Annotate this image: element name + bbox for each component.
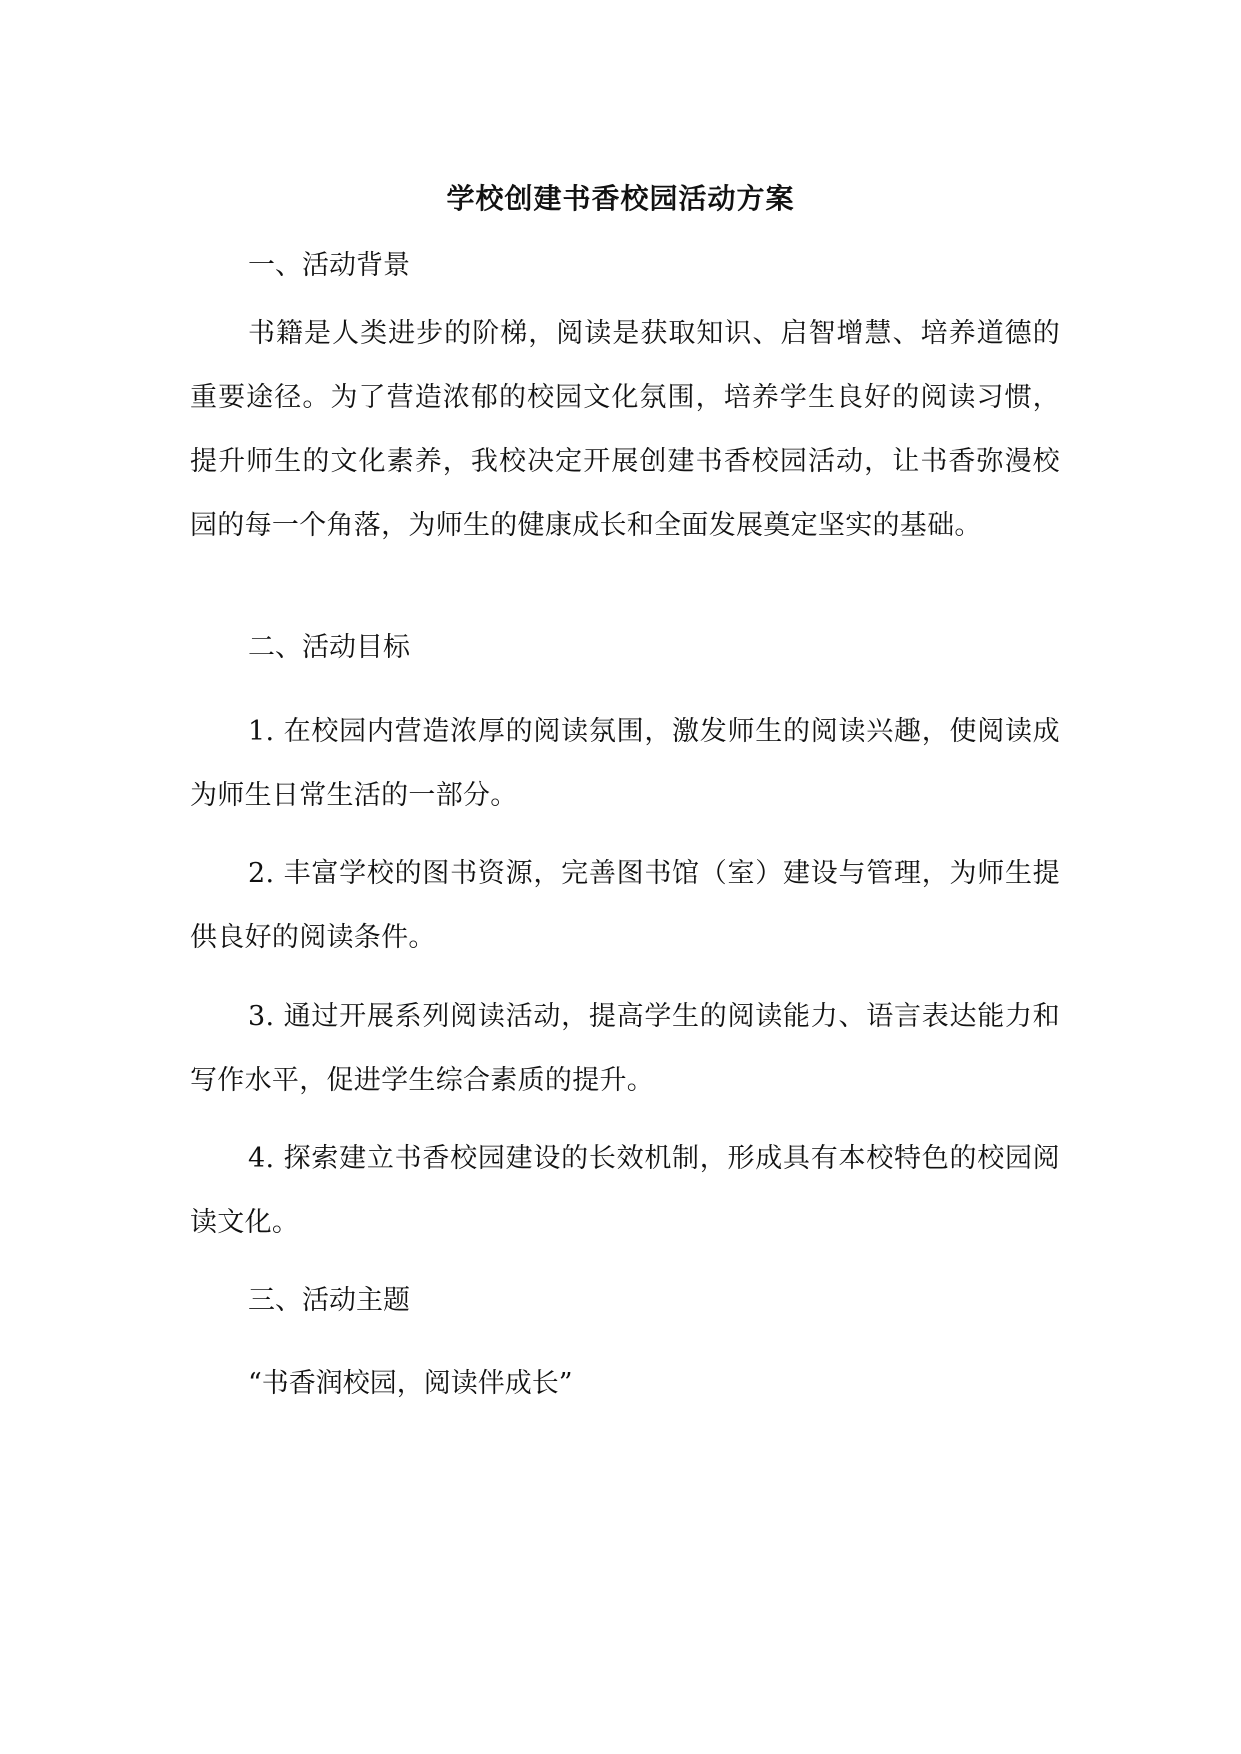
theme-slogan: “书香润校园，阅读伴成长” bbox=[248, 1368, 573, 1399]
goal-item-3: 3. 通过开展系列阅读活动，提高学生的阅读能力、语言表达能力和写作水平，促进学生综合素质的提升。 bbox=[190, 1001, 1060, 1096]
goal-item-2: 2. 丰富学校的图书资源，完善图书馆（室）建设与管理，为师生提供良好的阅读条件。 bbox=[190, 858, 1060, 953]
section-heading-theme: 三、活动主题 bbox=[248, 1285, 410, 1316]
section-heading-goals: 二、活动目标 bbox=[248, 632, 410, 663]
goal-item-1: 1. 在校园内营造浓厚的阅读氛围，激发师生的阅读兴趣，使阅读成为师生日常生活的一部分。 bbox=[190, 716, 1060, 811]
document-title: 学校创建书香校园活动方案 bbox=[446, 181, 795, 215]
section-heading-background: 一、活动背景 bbox=[248, 250, 410, 281]
goal-item-4: 4. 探索建立书香校园建设的长效机制，形成具有本校特色的校园阅读文化。 bbox=[190, 1143, 1060, 1238]
paragraph-background: 书籍是人类进步的阶梯，阅读是获取知识、启智增慧、培养道德的重要途径。为了营造浓郁的校园文化氛围，培养学生良好的阅读习惯，提升师生的文化素养，我校决定开展创建书香校园活动，让书香弥漫校园的每一个角落，为师生的健康成长和全面发展奠定坚实的基础。 bbox=[190, 318, 1060, 541]
